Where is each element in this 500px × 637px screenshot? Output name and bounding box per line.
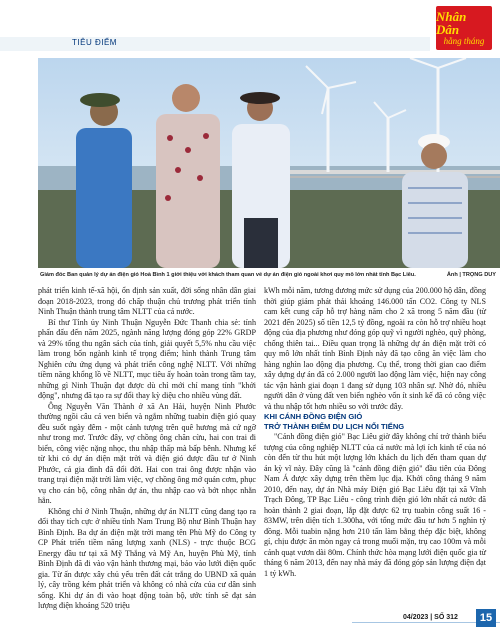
photo-caption: Giám đốc Ban quản lý dự án điện gió Hoà Bình 1 giới thiệu với khách tham quan về dự án điện gió ngoài khơi quy mô lớn nhất tỉnh Bạc Liêu. xyxy=(40,272,416,278)
subheading-line-2: TRỞ THÀNH ĐIỂM DU LỊCH NỔI TIẾNG xyxy=(264,422,405,431)
page-header xyxy=(0,0,500,58)
photo-credit: Ảnh | TRỌNG DUY xyxy=(446,272,496,278)
issue-label: 04/2023 | SỐ 312 xyxy=(400,614,461,621)
article-column-left xyxy=(38,286,256,612)
subheading-line-1: KHI CÁNH ĐỒNG ĐIỆN GIÓ xyxy=(264,412,363,421)
section-bar xyxy=(0,37,430,51)
newspaper-logo xyxy=(436,6,492,50)
article-paragraph: Ông Nguyễn Văn Thành ở xã An Hải, huyện Ninh Phước thường ngồi câu cá ven biển và ngắm những tuabin điện gió quay đều suốt ngày đêm - một cảnh tượng trên quê hương mà cứ ngỡ như trong mơ. Trước đây, vợ chồng ông chăn cừu, hai con trai đi biển, công việc nặng nhọc, thu nhập thấp mà bấp bênh. Nhưng kể từ khi có dự án điện mặt trời và điện gió được đầu tư ở Ninh Phước, cả gia đình đã đổi đời. Hai con trai ông được nhận vào trang trại điện mặt trời làm việc, vợ chồng ông mở quán cơm, phục vụ cho cán bộ, công nhân dự án, thu nhập cao và bớt nhọc nhằn hẳn. xyxy=(38,401,256,505)
article-paragraph: "Cánh đồng điện gió" Bạc Liêu giờ đây không chỉ trở thành biểu tượng của công nghiệp NLTT của cả nước mà lợi ích kinh tế của nó còn đến từ thu hút một lượng lớn khách du lịch đến tham quan dự án kỳ vĩ này. Đây cũng là "cánh đồng điện gió" đầu tiên của Đông Nam Á được xây dựng trên thềm lục địa. Khởi công tháng 9 năm 2010, đến nay, dự án Nhà máy Điện gió Bạc Liêu đặt tại xã Vĩnh Trạch Đông, TP Bạc Liêu - công trình điện gió lớn nhất cả nước đã hoàn thành 2 giai đoạn, lắp đặt được 62 trụ tuabin công suất 16 - 83MW, trên diện tích 1.300ha, với tổng mức đầu tư hơn 5 nghìn tỷ đồng. Mỗi tuabin nặng hơn 210 tấn làm bằng thép đặc biệt, không gỉ, chịu được ăn mòn ngay cả trong muối mặn, trụ cao 100m và mỗi cánh quạt vươn dài 80m. Chính thức hòa mạng lưới điện quốc gia từ tháng 6 năm 2013, đến nay nhà máy đã đóng góp sản lượng điện đạt 1 tỷ kWh. xyxy=(264,432,486,578)
page-number: 15 xyxy=(476,609,496,627)
article-column-right xyxy=(264,286,486,579)
wind-farm-photo xyxy=(38,58,500,268)
logo-sub-text: hằng tháng xyxy=(443,35,485,46)
article-paragraph: Không chỉ ở Ninh Thuận, những dự án NLTT cũng đang tạo ra đổi thay tích cực ở nhiều tỉnh Nam Trung Bộ như Bình Thuận hay Bình Định. Ba dự án điện mặt trời mang tên Phù Mỹ do Công ty CP Phát triển tiềm năng lượng xanh (NLS) - trực thuộc BCG Energy đầu tư tại xã Mỹ Thắng và Mỹ An, huyện Phù Mỹ, tỉnh Bình Định đã đi vào vận hành thương mại, bảo vào lưới điện quốc gia. Từ ấn được xây chủ yếu trên đất cát trắng do UBND xã quản lý, cây trồng kém phát triển và không có nhà cửa của cư dân sinh sống. Khi dự án đi vào hoạt động toàn bộ, ước tính sẽ đạt sản lượng điện khoảng 520 triệu xyxy=(38,506,256,610)
logo-main-text: Nhân Dân xyxy=(436,8,467,37)
article-paragraph: phát triển kinh tế-xã hội, ổn định sản xuất, đời sống nhân dân giai đoạn 2018-2023, trong đó chấp thuận chủ trương phát triển tỉnh Ninh Thuận thành trung tâm NLTT của cả nước. xyxy=(38,286,256,316)
article-paragraph: kWh mỗi năm, tương đương mức sử dụng của 200.000 hộ dân, đồng thời giúp giảm phát thải khoảng 146.000 tấn CO2. Công ty NLS cam kết cung cấp hỗ trợ hàng năm cho 2 xã trong 5 năm đầu (từ 2021 đến 2025) số tiền 12,5 tỷ đồng, ngoài ra còn hỗ trợ nhiều hoạt động của địa phương như đóng góp quỹ vì người nghèo, quỹ phòng, chống thiên tai... Điều quan trọng là những dự án điện mặt trời có quy mô lớn nhất tỉnh Bình Định này đã tạo công ăn việc làm cho hàng nghìn lao động địa phương. Cụ thể, trong thời gian cao điểm xây dựng dự án đã có 2.000 người lao động làm việc, hiện nay công tác vận hành giai đoạn 1 đang sử dụng 103 nhân sự. Nhờ đó, nhiều người dân ở vùng đất ven biển nghèo vốn ít sinh kế đã có công việc và thu nhập tốt hơn nhiều so với trước đây. xyxy=(264,286,486,411)
photo-illustration xyxy=(38,58,500,268)
article-paragraph: Bí thư Tỉnh ủy Ninh Thuận Nguyễn Đức Thanh chia sẻ: tính phấn đấu đến năm 2025, ngành năng lượng đóng góp 22% GRDP và 29% tổng thu ngân sách của tỉnh, giải quyết 5,5% nhu cầu việc làm trong bốn ngành kinh tế trọng điểm; hình thành Trung tâm Nghiên cứu ứng dụng và phát triển công nghệ NLTT. Với những tiềm năng khổng lồ về NLTT, mục tiêu ấy hoàn toàn trong tầm tay, những gì Ninh Thuận đạt được dù chỉ mới chỉ mang tính "khởi động", nhưng đã tạo ra sự đổi thay kỳ diệu cho nhiều vùng đất. xyxy=(38,317,256,400)
section-label: TIÊU ĐIỂM xyxy=(72,38,117,47)
article-subheading xyxy=(264,412,486,432)
